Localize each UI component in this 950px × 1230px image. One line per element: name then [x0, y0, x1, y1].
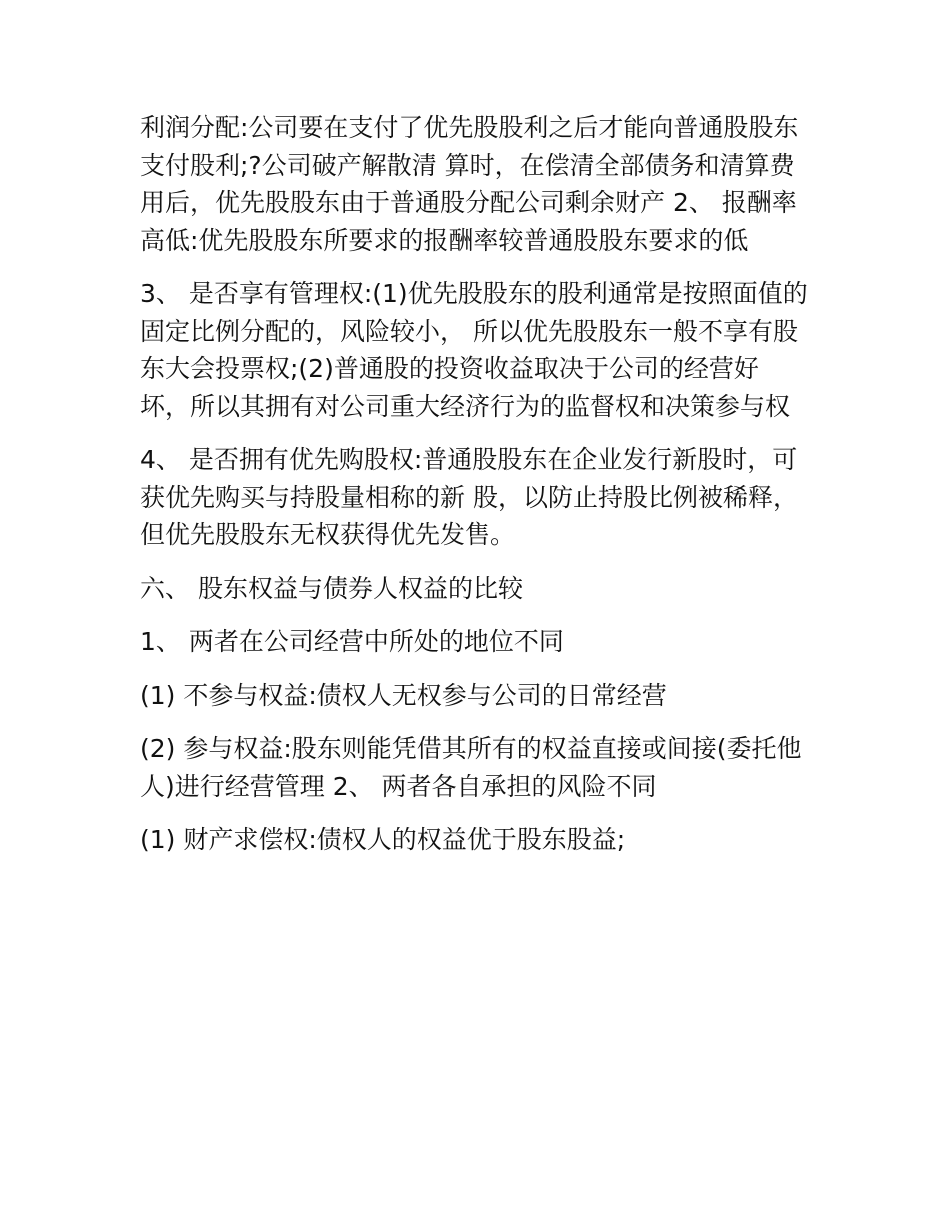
paragraph-management-rights: 3、 是否享有管理权:(1)优先股股东的股利通常是按照面值的固定比例分配的，风险较小， 所以优先股股东一般不享有股东大会投票权;(2)普通股的投资收益取决于公司的经营好 坏，所以其拥有对公司重大经济行为的监督权和决策参与权	[140, 279, 808, 421]
document-body	[140, 109, 810, 875]
paragraph-point-one: 1、 两者在公司经营中所处的地位不同	[140, 627, 564, 656]
paragraph-preemptive-rights: 4、 是否拥有优先购股权:普通股股东在企业发行新股时，可获优先购买与持股量相称的新 股，以防止持股比例被稀释，但优先股股东无权获得优先发售。	[140, 445, 798, 549]
paragraph-non-participation: (1) 不参与权益:债权人无权参与公司的日常经营	[140, 680, 667, 710]
paragraph-property-claim: (1) 财产求偿权:债权人的权益优于股东股益;	[140, 825, 626, 854]
paragraph-participation: (2) 参与权益:股东则能凭借其所有的权益直接或间接(委托他人)进行经营管理 2、 两者各自承担的风险不同	[140, 734, 802, 801]
paragraph-profit-distribution: 利润分配:公司要在支付了优先股股利之后才能向普通股股东支付股利;?公司破产解散清 算时，在偿清全部债务和清算费用后，优先股股东由于普通股分配公司剩余财产 2、 报酬率高低:优先股股东所要求的报酬率较普通股股东要求的低	[140, 113, 799, 255]
section-heading-six: 六、 股东权益与债券人权益的比较	[140, 573, 523, 603]
